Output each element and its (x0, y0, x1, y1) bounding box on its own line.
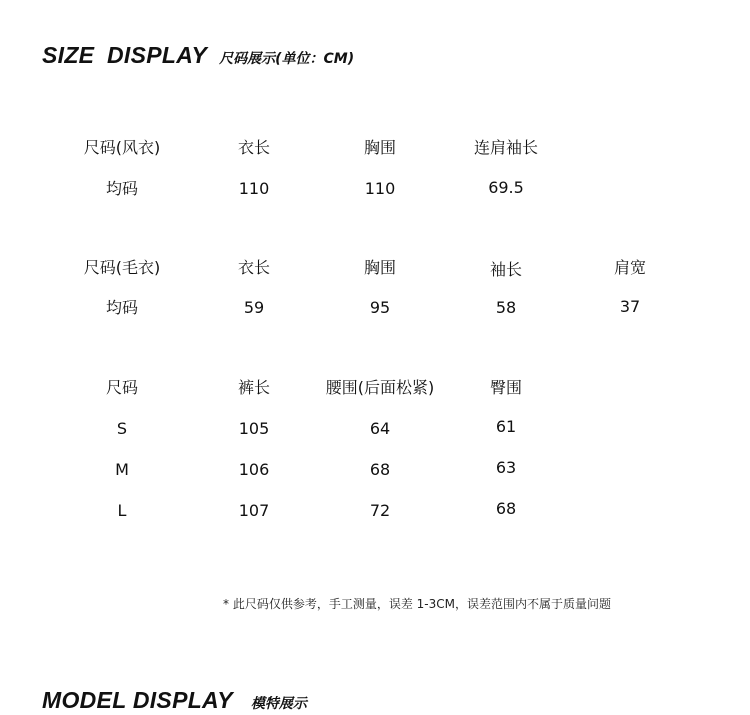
table-header: 胸围 (363, 138, 397, 157)
model-display-subtitle: 模特展示 (250, 696, 307, 712)
table-cell: M (115, 460, 129, 479)
table-header: 尺码 (105, 378, 139, 397)
table-header: 腰围(后面松紧) (325, 378, 435, 397)
table-header: 胸围 (363, 258, 397, 277)
table-header: 尺码(毛衣) (83, 258, 161, 277)
table-cell: 69.5 (488, 178, 524, 197)
table-cell: 63 (495, 458, 517, 477)
table-cell: 95 (369, 298, 391, 317)
table-cell: 105 (238, 419, 270, 438)
table-cell: L (117, 501, 127, 520)
size-display-subtitle: 尺码展示(单位：CM) (219, 51, 355, 67)
table-cell: 均码 (105, 298, 139, 317)
table-cell: 68 (495, 499, 517, 518)
table-cell: 37 (619, 297, 641, 316)
table-cell: 58 (495, 298, 517, 317)
table-cell: 106 (238, 460, 270, 479)
table-header: 连肩袖长 (473, 138, 539, 157)
table-cell: 72 (369, 501, 391, 520)
table-header: 肩宽 (613, 258, 647, 277)
table-cell: 110 (364, 179, 396, 198)
size-display-title: SIZE DISPLAY (42, 42, 208, 68)
table-header: 衣长 (237, 138, 271, 157)
size-display-heading (42, 42, 354, 69)
table-cell: S (116, 419, 128, 438)
table-header: 袖长 (489, 260, 523, 279)
table-cell: 均码 (105, 179, 139, 198)
table-header: 裤长 (237, 378, 271, 397)
table-header: 尺码(风衣) (83, 138, 161, 157)
table-cell: 107 (238, 501, 270, 520)
table-cell: 59 (243, 298, 265, 317)
table-header: 衣长 (237, 258, 271, 277)
model-display-title: MODEL DISPLAY (42, 687, 233, 713)
table-cell: 64 (369, 419, 391, 438)
table-cell: 68 (369, 460, 391, 479)
model-display-heading (42, 687, 307, 714)
table-cell: 110 (238, 179, 270, 198)
table-header: 臀围 (489, 378, 523, 397)
table-cell: 61 (495, 417, 517, 436)
measurement-note: * 此尺码仅供参考，手工测量，误差 1-3CM，误差范围内不属于质量问题 (223, 597, 611, 611)
